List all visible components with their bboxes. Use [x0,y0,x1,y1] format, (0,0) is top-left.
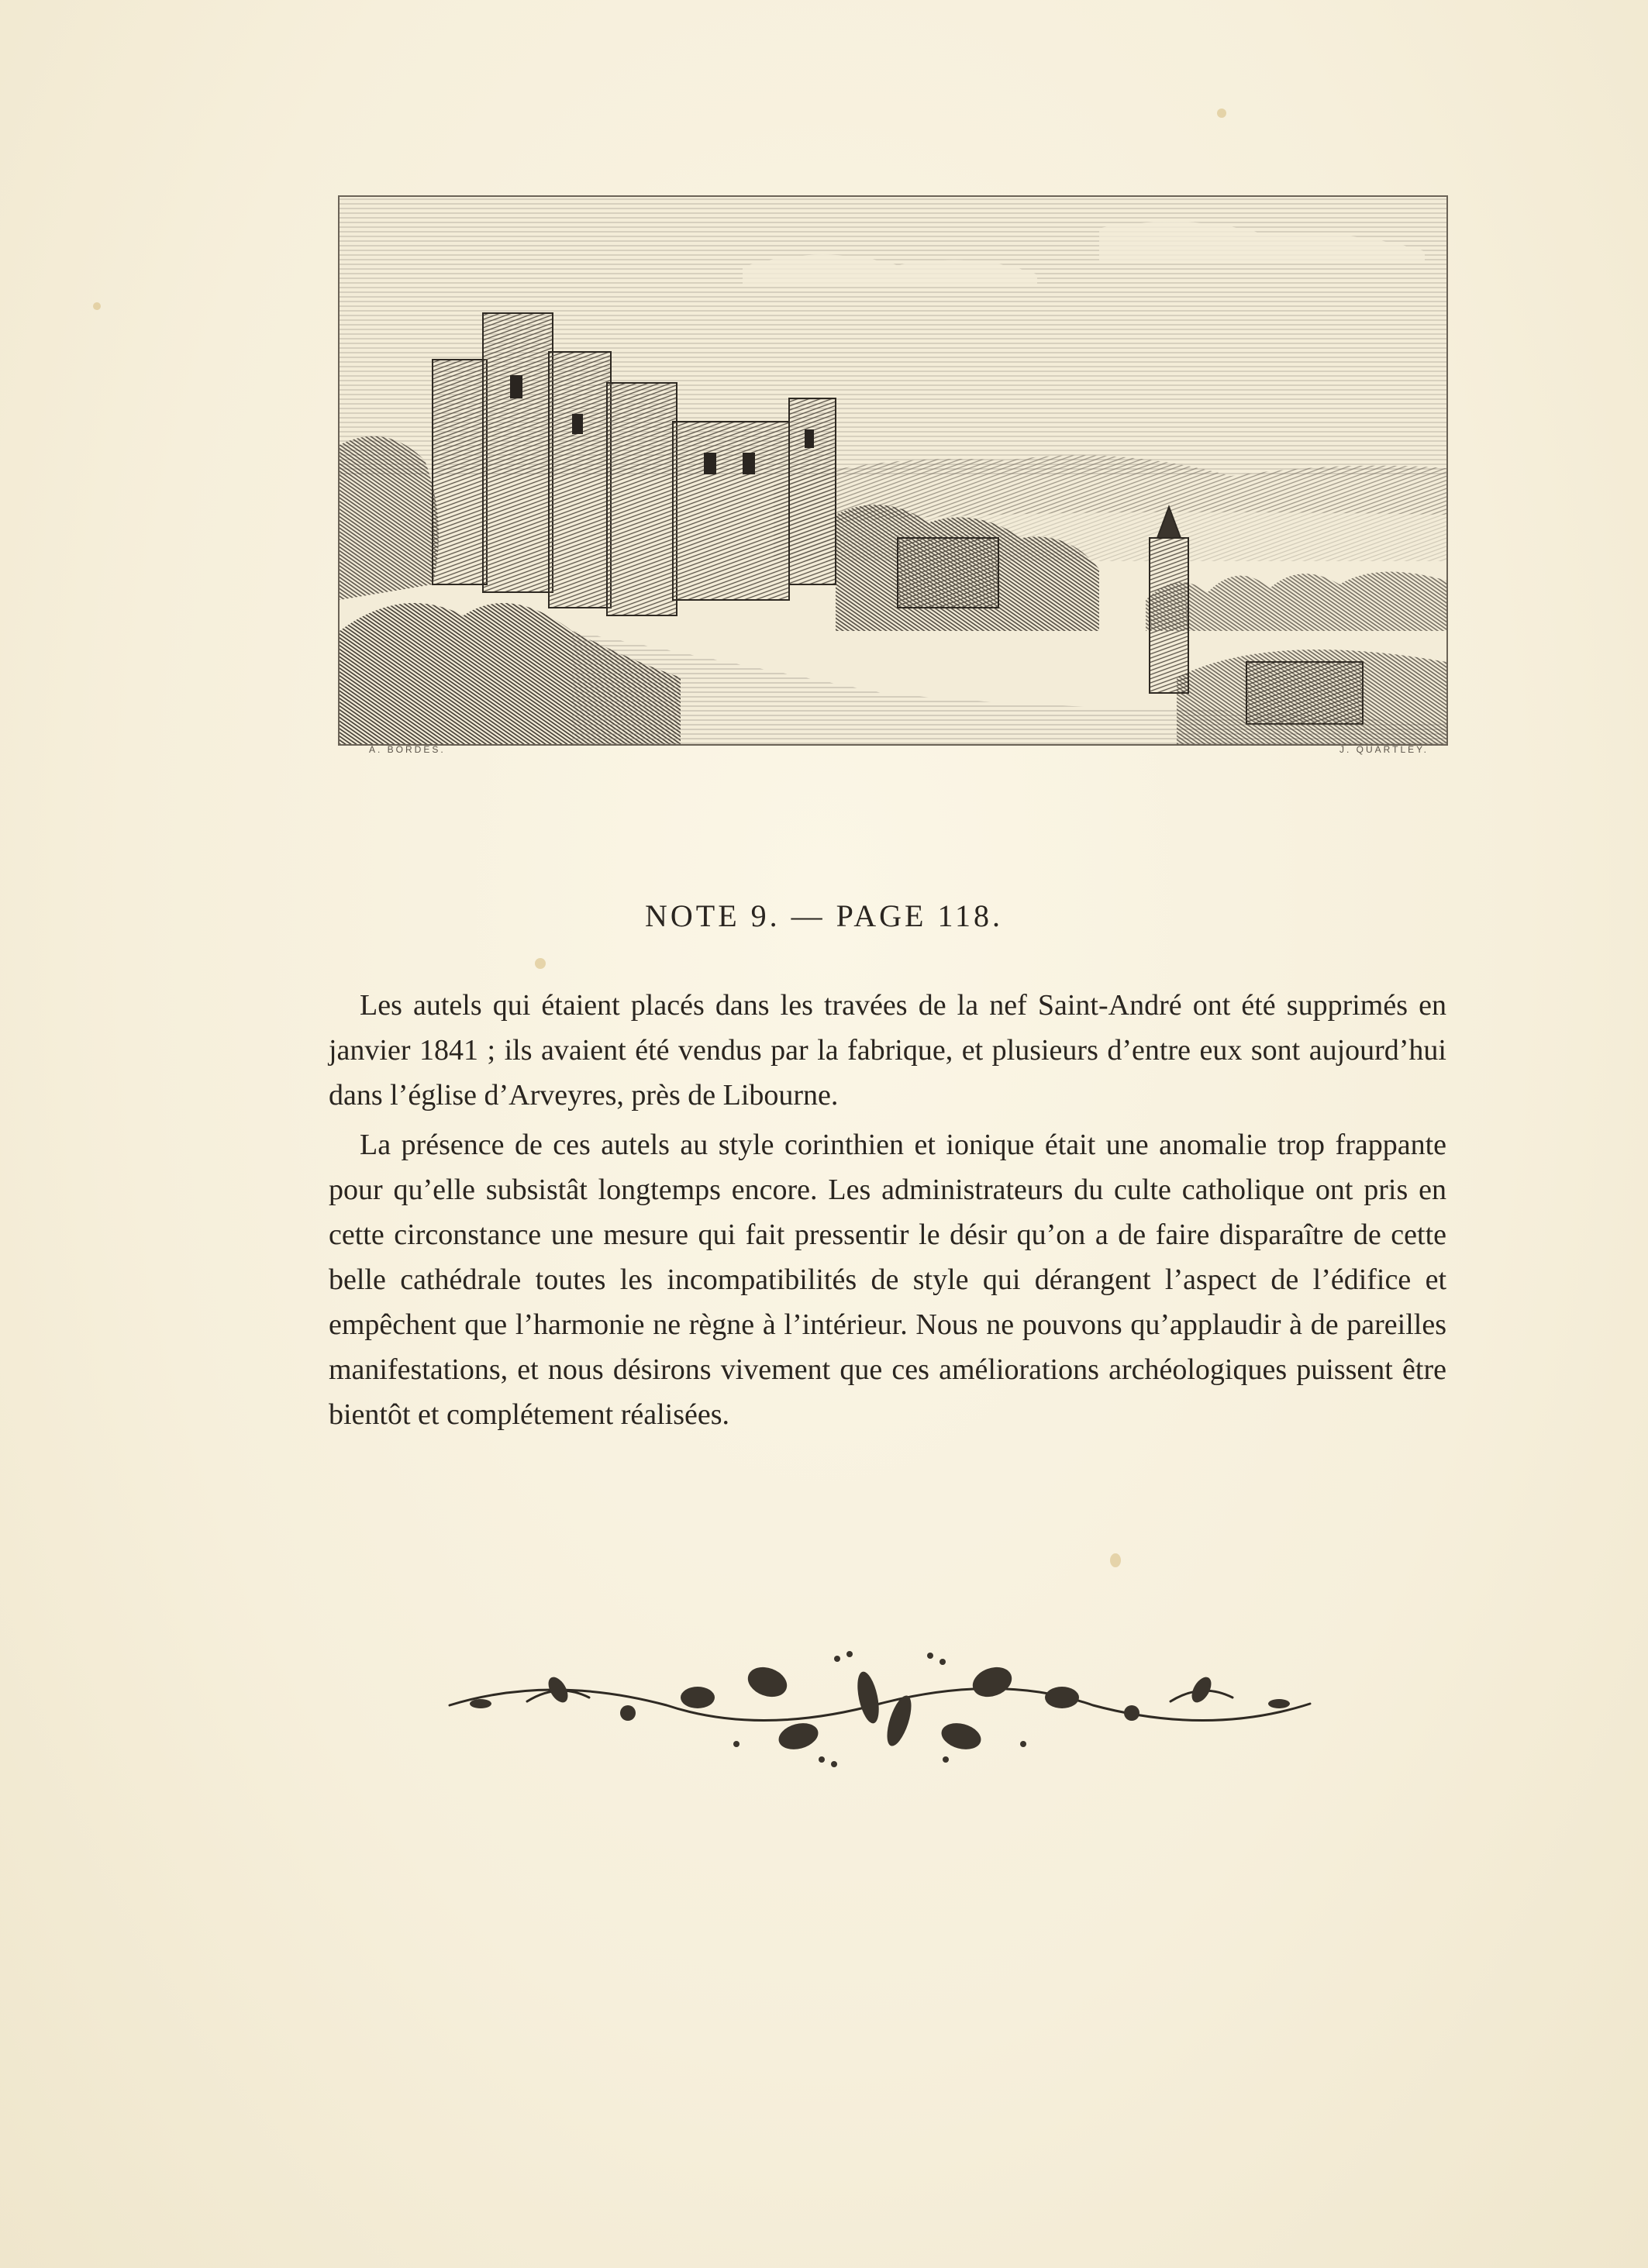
note-body [329,983,1446,1442]
paper-speck [93,302,101,310]
floral-ornament [434,1628,1326,1780]
paper-speck [535,958,546,969]
paper-speck [1110,1553,1121,1567]
note-heading: NOTE 9. — PAGE 118. [645,898,1003,933]
engraver-credit-left: A. BORDES. [369,744,446,755]
engraving-illustration [338,195,1448,746]
paragraph: La présence de ces autels au style corinthien et ionique était une anomalie trop frappante pour qu’elle subsistât longtemps encore. Les administrateurs du culte catholique ont pris en cette circonstance une mesure qui fait pressentir le désir qu’on a de faire disparaître de cette belle cathédrale toutes les incompatibilités de style qui dérangent l’aspect de l’édifice et empêchent que l’harmonie ne règne à l’intérieur. Nous ne pouvons qu’applaudir à de pareilles manifestations, et nous désirons vivement que ces améliorations archéologiques puissent être bientôt et complétement réalisées. [329,1129,1446,1431]
paper-speck [1217,109,1226,118]
paragraph: Les autels qui étaient placés dans les travées de la nef Saint-André ont été supprimés en janvier 1841 ; ils avaient été vendus par la fabrique, et plusieurs d’entre eux sont aujourd’hui dans l’église d’Arveyres, près de Libourne. [329,989,1446,1112]
engraver-credit-right: J. QUARTLEY. [1339,744,1429,755]
